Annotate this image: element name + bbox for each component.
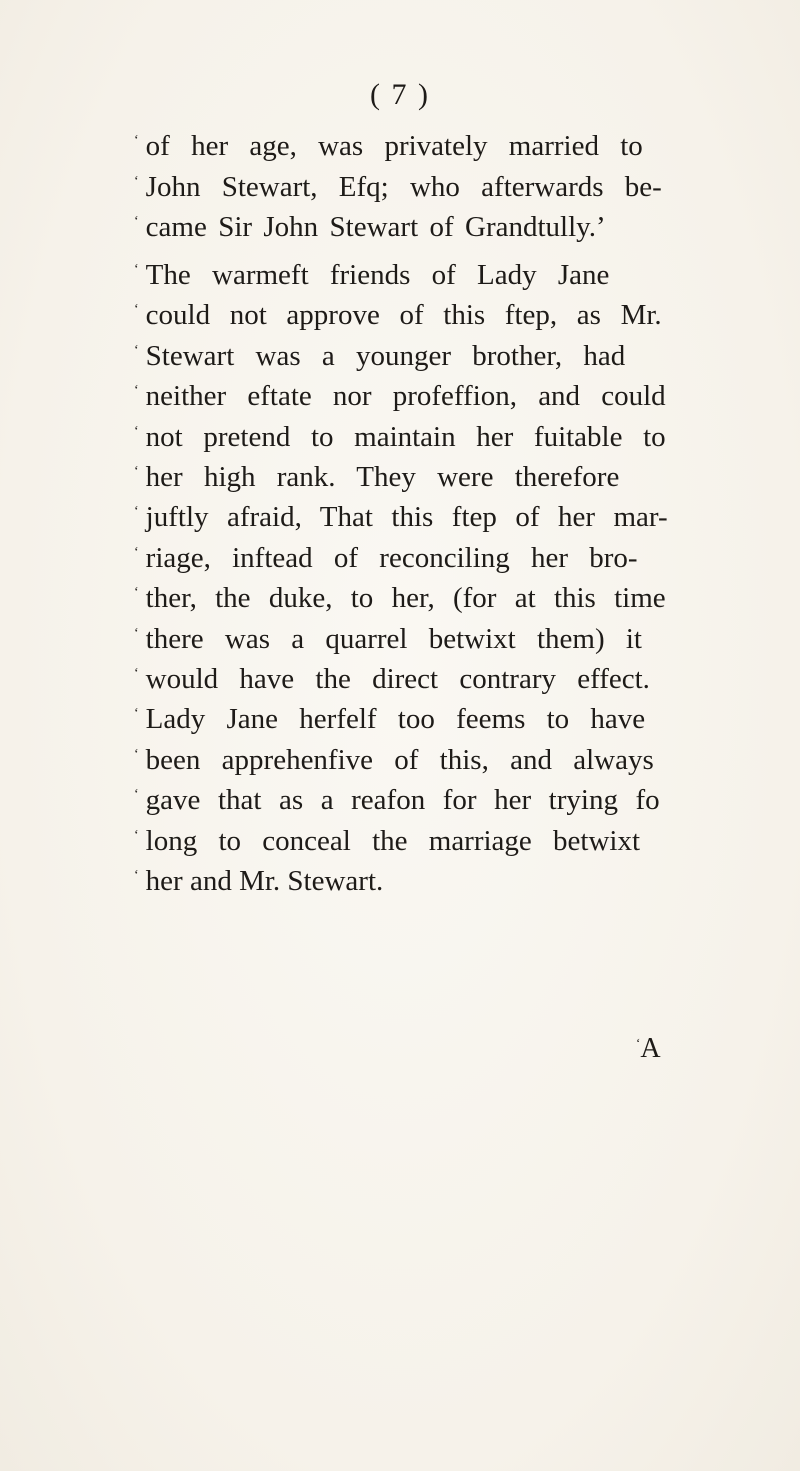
quote-mark: ‘: [134, 173, 139, 189]
quote-mark: ‘: [134, 262, 139, 277]
line-text: Stewart was a younger brother, had: [145, 339, 626, 372]
text-line: [134, 333, 625, 374]
line-text: been apprehenfive of this, and always: [145, 743, 654, 776]
quote-mark: ‘: [134, 544, 139, 560]
text-line: [134, 292, 662, 333]
text-line: [134, 616, 642, 657]
text-line: [134, 818, 640, 859]
catchword: [636, 1033, 661, 1065]
quote-mark: ‘: [134, 868, 139, 883]
line-text: riage, inftead of reconciling her bro-: [145, 541, 638, 574]
text-line: [134, 123, 643, 164]
text-line: [134, 656, 650, 697]
text-line: [134, 454, 619, 495]
quote-mark: ‘: [134, 706, 139, 722]
text-line: [134, 858, 383, 899]
line-text: ther, the duke, to her, (for at this time: [145, 582, 666, 615]
text-line: [134, 535, 638, 576]
quote-mark: ‘: [134, 383, 139, 399]
line-text: of her age, was privately married to: [145, 130, 643, 162]
text-line: [134, 414, 666, 455]
quote-mark: ‘: [134, 585, 139, 601]
text-line: [134, 252, 609, 293]
page-number: ( 7 ): [370, 78, 430, 111]
quote-mark: ‘: [134, 666, 139, 681]
line-text: her high rank. They were therefore: [145, 461, 620, 493]
line-text: The warmeft friends of Lady Jane: [145, 259, 610, 291]
line-text: came Sir John Stewart of Grandtully.’: [145, 211, 606, 243]
quote-mark: ‘: [134, 625, 139, 641]
line-text: Lady Jane herfelf too feems to have: [145, 703, 646, 736]
line-text: would have the direct contrary effect.: [145, 663, 650, 695]
quote-mark: ‘: [134, 342, 139, 358]
quote-mark: ‘: [134, 423, 139, 439]
text-line: [134, 777, 660, 818]
catchword-text: A: [640, 1033, 661, 1064]
text-line: [134, 737, 654, 778]
text-line: [134, 373, 666, 414]
quote-mark: ‘: [134, 133, 139, 148]
quote-mark: ‘: [134, 214, 139, 229]
quote-mark: ‘: [134, 504, 139, 520]
line-text: there was a quarrel betwixt them) it: [145, 622, 642, 655]
text-line: [134, 696, 645, 737]
text-line: [134, 494, 668, 535]
quote-mark: ‘: [134, 302, 139, 318]
quote-mark: ‘: [636, 1035, 641, 1050]
quote-mark: ‘: [134, 827, 139, 843]
line-text: juftly afraid, That this ftep of her mar-: [145, 501, 668, 534]
text-line: [134, 575, 666, 616]
quote-mark: ‘: [134, 746, 139, 762]
line-text: could not approve of this ftep, as Mr.: [145, 299, 662, 332]
quote-mark: ‘: [134, 464, 139, 479]
line-text: her and Mr. Stewart.: [145, 865, 384, 897]
line-text: not pretend to maintain her fuitable to: [145, 420, 666, 453]
quote-mark: ‘: [134, 787, 139, 803]
text-line: [134, 204, 606, 245]
line-text: John Stewart, Efq; who afterwards be-: [145, 170, 662, 203]
line-text: long to conceal the marriage betwixt: [145, 824, 641, 857]
text-line: [134, 164, 662, 205]
line-text: neither eftate nor profeffion, and could: [145, 380, 666, 413]
line-text: gave that as a reafon for her trying fo: [145, 784, 660, 817]
